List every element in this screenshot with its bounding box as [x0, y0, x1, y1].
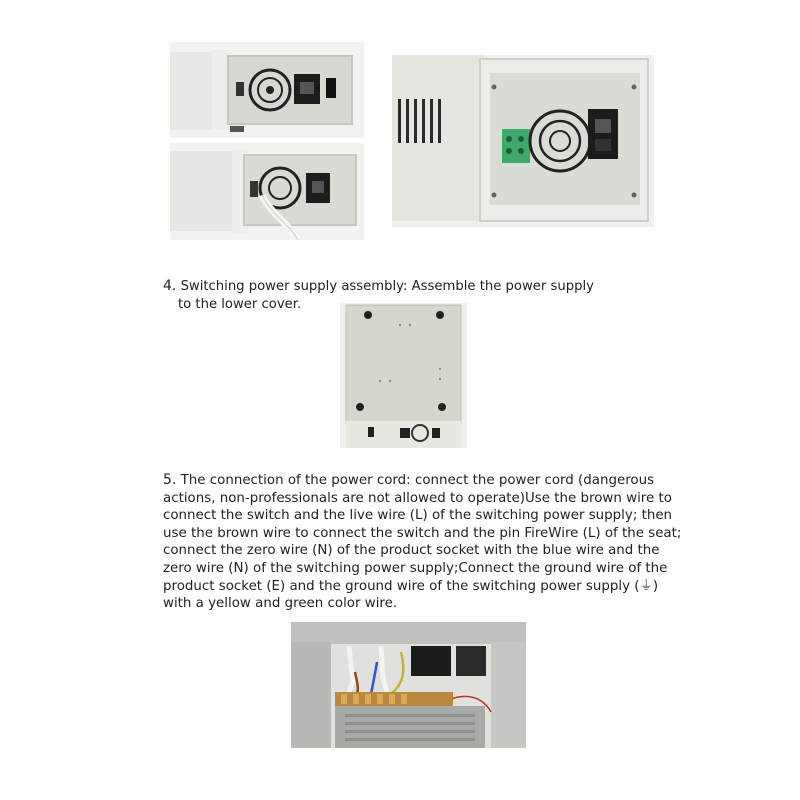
- power-cord-wiring-photo: [291, 622, 526, 748]
- step-5-number: 5.: [163, 472, 177, 488]
- lower-cover-power-supply-photo: [340, 303, 467, 448]
- step-4-line2: to the lower cover.: [178, 296, 302, 312]
- case-rear-panel-with-cable-photo: [170, 143, 364, 240]
- step-4-number: 4.: [163, 278, 177, 294]
- case-rear-panel-terminal-photo: [392, 55, 654, 227]
- step-5-text: [163, 472, 683, 613]
- step-4-line1: Switching power supply assembly: Assemble the power supply: [180, 279, 594, 294]
- step-5-body: The connection of the power cord: connect the power cord (dangerous actions, non-professionals are not allowed to operate)Use the brown wire to connect the switch and the live wire (L) of the switching power supply; then use the brown wire to connect the switch and the pin FireWire (L) of the seat; connect the zero wire (N) of the product socket with the blue wire and the zero wire (N) of the switching power supply;Connect the ground wire of the product socket (E) and the ground wire of the switching power supply (⏚) with a yellow and green color wire.: [163, 473, 682, 612]
- case-rear-panel-photo: [170, 42, 364, 138]
